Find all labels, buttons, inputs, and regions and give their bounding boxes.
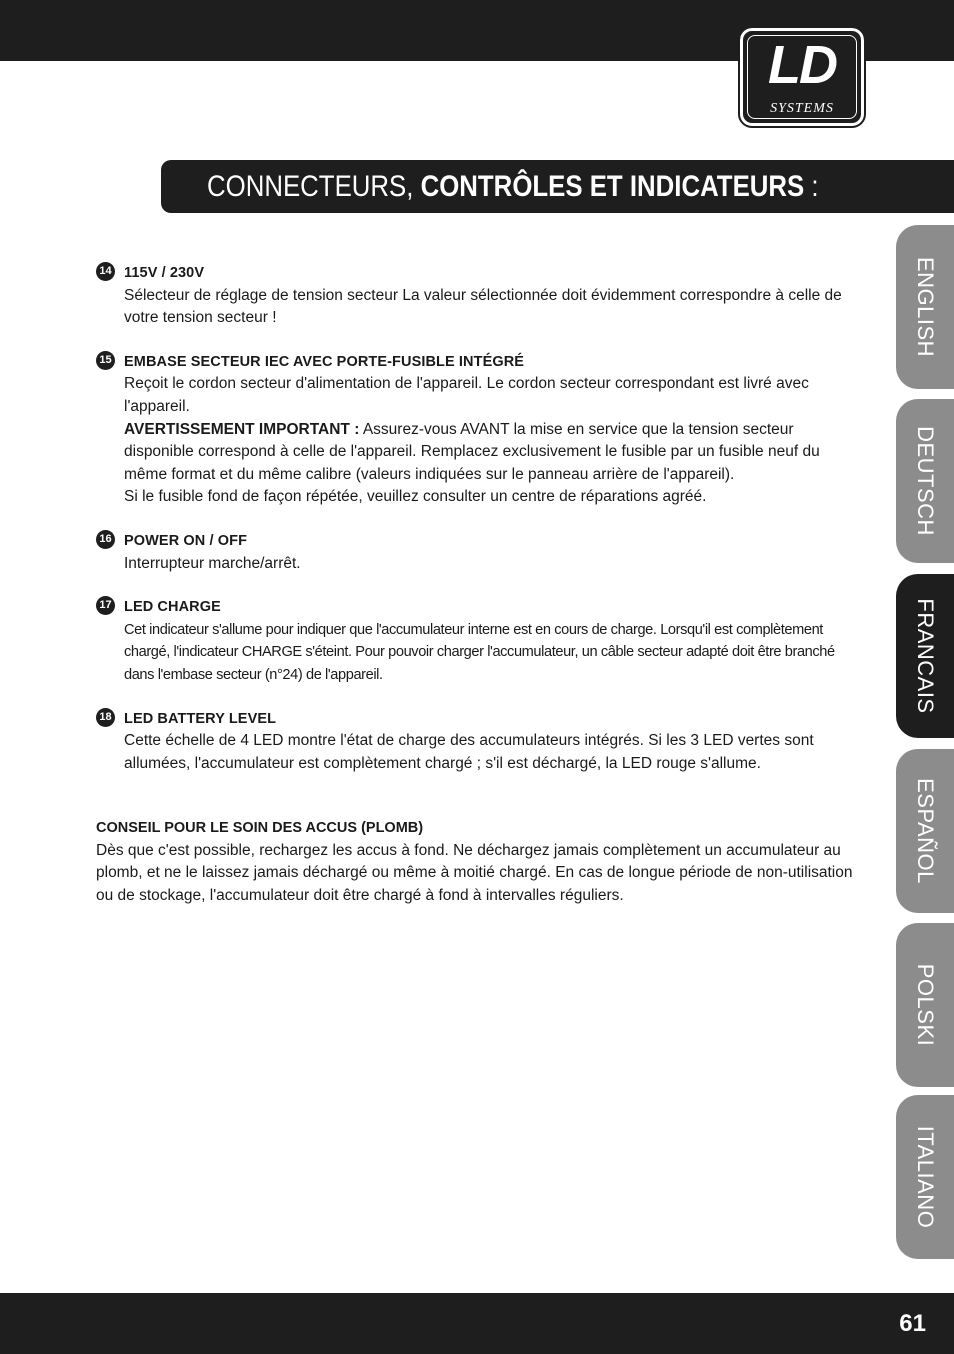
page-title	[207, 168, 819, 206]
warning-text: Assurez-vous AVANT la mise en service que la tension secteur disponible correspond à celle de l'appareil. Remplacez exclusivement le fusible par un fusible neuf du même format et du même calibre (valeurs indiquées sur le panneau arrière de l'appareil).	[124, 420, 820, 483]
list-item	[96, 596, 856, 686]
item-title: LED CHARGE	[124, 599, 221, 616]
tab-francais[interactable]	[896, 574, 954, 738]
tab-label: ITALIANO	[913, 1125, 938, 1229]
logo-letters: LD	[768, 35, 836, 95]
tab-label: ESPAÑOL	[913, 778, 938, 884]
item-title: POWER ON / OFF	[124, 532, 248, 549]
list-item	[96, 351, 856, 509]
tab-label: POLSKI	[913, 963, 938, 1047]
item-description: Cet indicateur s'allume pour indiquer que l'accumulateur interne est en cours de charge. Lorsqu'il est complètement chargé, l'indicateur CHARGE s'éteint. Pour pouvoir charger l'accumulateur, un câble secteur adapté doit être branché dans l'embase secteur (n°24) de l'appareil.	[124, 621, 835, 683]
warning-label: AVERTISSEMENT IMPORTANT :	[124, 420, 360, 438]
tab-espanol[interactable]	[896, 749, 954, 913]
item-title: 115V / 230V	[124, 265, 205, 281]
list-item	[96, 262, 856, 330]
item-number-badge: 14	[96, 262, 115, 281]
item-number-badge: 16	[96, 530, 115, 549]
tab-italiano[interactable]	[896, 1095, 954, 1259]
item-number-badge: 15	[96, 351, 115, 370]
title-light: CONNECTEURS,	[207, 170, 414, 203]
title-colon: :	[811, 170, 819, 203]
item-description: Interrupteur marche/arrêt.	[124, 554, 301, 572]
item-warning	[124, 419, 856, 487]
tab-label: DEUTSCH	[913, 426, 938, 536]
logo-subtitle: SYSTEMS	[770, 101, 834, 116]
item-title: LED BATTERY LEVEL	[124, 710, 277, 727]
title-bold: CONTRÔLES ET INDICATEURS	[420, 170, 805, 203]
main-content	[96, 262, 856, 908]
tab-english[interactable]	[896, 225, 954, 389]
battery-care-tip	[96, 817, 856, 907]
tab-deutsch[interactable]	[896, 399, 954, 563]
item-description: Reçoit le cordon secteur d'alimentation de l'appareil. Le cordon secteur correspondant est livré avec l'appareil.	[124, 375, 809, 415]
list-item	[96, 530, 856, 575]
item-description: Cette échelle de 4 LED montre l'état de charge des accumulateurs intégrés. Si les 3 LED vertes sont allumées, l'accumulateur est complètement chargé ; s'il est déchargé, la LED rouge s'allume.	[124, 732, 814, 772]
item-title: EMBASE SECTEUR IEC AVEC PORTE-FUSIBLE INTÉGRÉ	[124, 353, 525, 370]
item-number-badge: 17	[96, 596, 115, 615]
section-title-banner	[161, 160, 954, 213]
tab-label: FRANCAIS	[913, 598, 938, 714]
tab-label: ENGLISH	[913, 256, 938, 358]
tab-polski[interactable]	[896, 923, 954, 1087]
item-description: Sélecteur de réglage de tension secteur La valeur sélectionnée doit évidemment correspondre à celle de votre tension secteur !	[124, 286, 842, 327]
item-number-badge: 18	[96, 708, 115, 727]
tip-title: CONSEIL POUR LE SOIN DES ACCUS (PLOMB)	[96, 820, 424, 837]
page-number: 61	[899, 1310, 926, 1337]
item-extra-note: Si le fusible fond de façon répétée, veuillez consulter un centre de réparations agréé.	[124, 488, 707, 506]
ld-systems-logo	[740, 28, 864, 126]
footer-bar	[0, 1293, 954, 1354]
list-item	[96, 708, 856, 776]
tip-text: Dès que c'est possible, rechargez les accus à fond. Ne déchargez jamais complètement un accumulateur au plomb, et ne le laissez jamais déchargé ou même à moitié chargé. En cas de longue période de non-utilisation ou de stockage, l'accumulateur doit être chargé à fond à intervalles réguliers.	[96, 841, 853, 905]
